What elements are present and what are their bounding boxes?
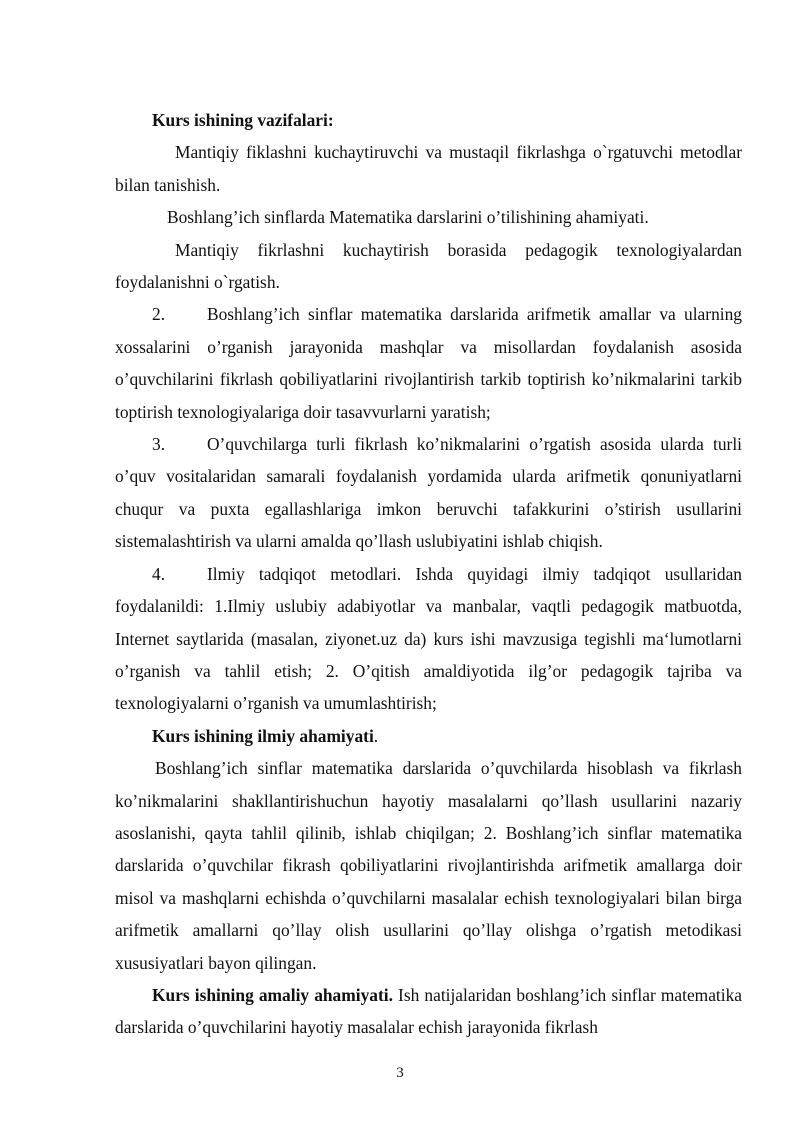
scientific-heading-text: Kurs ishining ilmiy ahamiyati xyxy=(152,725,374,746)
bullet-item-text: Mantiqiy fiklashni kuchaytiruvchi va mustaqil fikrlashga o`rgatuvchi metodlar bilan tanishish. xyxy=(115,142,742,195)
page-number: 3 xyxy=(396,1065,404,1081)
bullet-item-text: Mantiqiy fikrlashni kuchaytirish borasida pedagogik texnologiyalardan foydalanishni o`rgatish. xyxy=(115,239,742,293)
scientific-heading-period: . xyxy=(373,725,379,746)
numbered-item-text: Boshlang’ich sinflar matematika darslarida arifmetik amallar va ularning xossalarini o’rganish jarayonida mashqlar va misollardan foydalanish asosida o’quvchilarini fikrlash qobiliyatlarini rivojlantirish tarkib toptirish ko’nikmalarini tarkib toptirish texnologiyalariga doir tasavvurlarni yaratish; xyxy=(115,304,742,422)
numbered-item-2 xyxy=(115,298,742,428)
practical-paragraph xyxy=(115,979,742,1044)
numbered-item-4 xyxy=(115,558,742,720)
numbered-item-number: 4. xyxy=(152,563,166,584)
numbered-item-number: 2. xyxy=(152,304,166,325)
tasks-heading-text: Kurs ishining vazifalari: xyxy=(152,110,334,130)
bullet-item-3 xyxy=(115,234,742,299)
numbered-item-3 xyxy=(115,428,742,558)
scientific-paragraph xyxy=(115,752,742,979)
numbered-item-text: Ilmiy tadqiqot metodlari. Ishda quyidagi ilmiy tadqiqot usullaridan foydalanildi: 1.Ilmiy uslubiy adabiyotlar va manbalar, vaqtli pedagogik matbuotda, Internet saytlarida (masalan, ziyonet.uz da) kurs ishi mavzusiga tegishli ma‘lumotlarni o’rganish va tahlil etish; 2. O’qitish amaldiyotida ilg’or pedagogik tajriba va texnologiyalarni o’rganish va umumlashtirish; xyxy=(115,563,742,714)
bullet-item-1 xyxy=(115,136,742,201)
practical-paragraph-text: Ish natijalaridan boshlang’ich sinflar matematika darslarida o’quvchilarini hayotiy masalalar echish jarayonida fikrlash xyxy=(115,984,742,1038)
practical-heading-text: Kurs ishining amaliy ahamiyati. xyxy=(152,984,393,1005)
numbered-item-number: 3. xyxy=(152,434,166,455)
scientific-heading xyxy=(115,720,742,752)
tasks-heading xyxy=(115,104,742,136)
numbered-item-text: O’quvchilarga turli fikrlash ko’nikmalarini o’rgatish asosida ularda turli o’quv vositalaridan samarali foydalanish yordamida ularda arifmetik qonuniyatlarni chuqur va puxta egallashlariga imkon beruvchi tafakkurini o’stirish usullarini sistemalashtirish va ularni amalda qo’llash uslubiyatini ishlab chiqish. xyxy=(115,434,742,552)
page-content xyxy=(115,104,742,1044)
bullet-item-text: Boshlang’ich sinflarda Matematika darslarini o’tilishining ahamiyati. xyxy=(167,207,649,228)
scientific-paragraph-text: Boshlang’ich sinflar matematika darslarida o’quvchilarda hisoblash va fikrlash ko’nikmalarini shakllantirishuchun hayotiy masalalarni qo’llash usullarini nazariy asoslanishi, qayta tahlil qilinib, ishlab chiqilgan; 2. Boshlang’ich sinflar matematika darslarida o’quvchilar fikrash qobiliyatlarini rivojlantirishda arifmetik amallarga doir misol va mashqlarni echishda o’quvchilarni masalalar echish texnologiyalari bilan birga arifmetik amallarni qo’llay olish usullarini qo’llay olishga o’rgatish metodikasi xususiyatlari bayon qilingan. xyxy=(115,758,742,973)
bullet-item-2 xyxy=(115,201,742,233)
